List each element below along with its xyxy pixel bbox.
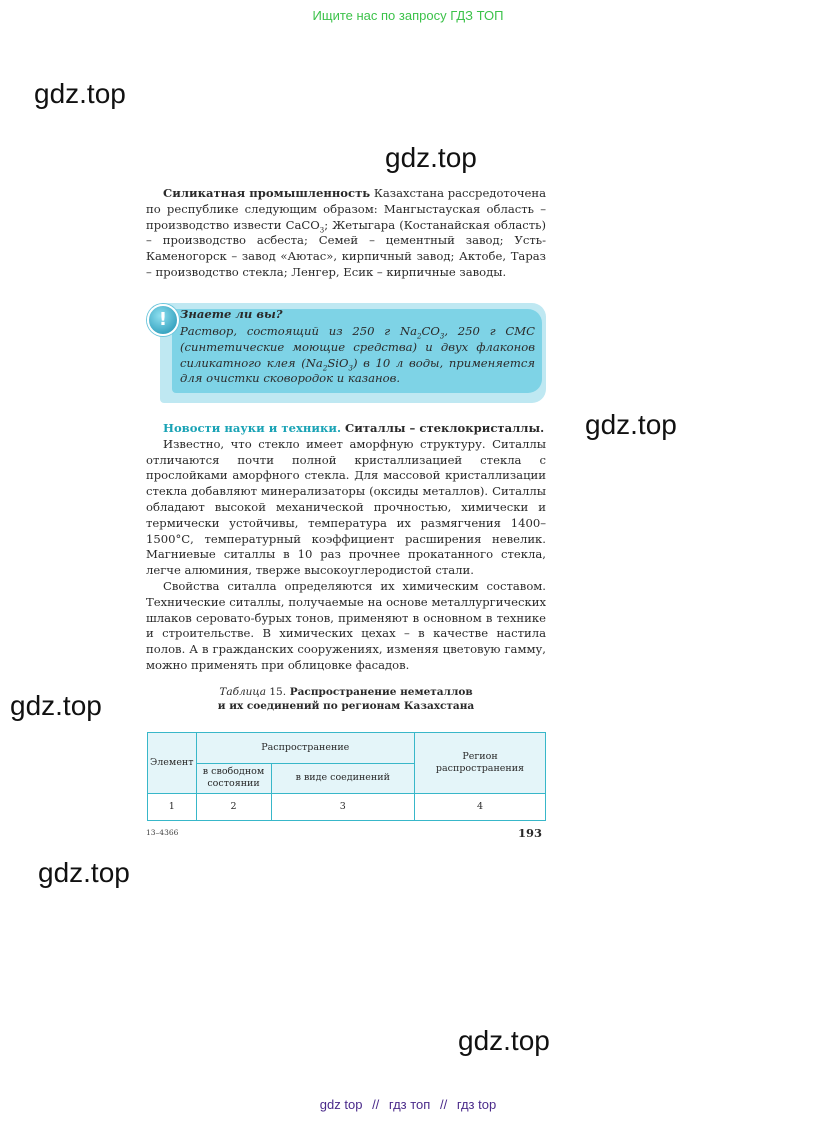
header-free: в свободном состоянии xyxy=(196,763,271,794)
watermark: gdz.top xyxy=(34,78,126,109)
page-number: 193 xyxy=(518,826,543,840)
bottom-link[interactable]: gdz top xyxy=(319,1097,363,1112)
watermark: gdz.top xyxy=(38,857,130,888)
silicate-paragraph xyxy=(146,186,546,281)
header-spread: Распространение xyxy=(196,733,414,764)
table-cell: 3 xyxy=(271,794,414,821)
news-paragraph-1: Известно, что стекло имеет аморфную структуру. Ситаллы отличаются почти полной кристаллизацией стекла с прослойками аморфного стекла. Для массовой кристаллизации стекла добавляют минерализаторы (оксиды металлов). Ситаллы обладают высокой механической прочностью, химически и термически устойчивы, температура их размягчения 1400–1500°С, температурный коэффициент расширения невелик. Магниевые ситаллы в 10 раз прочнее прокатанного стекла, легче алюминия, тверже высокоуглеродистой стали. xyxy=(146,436,546,578)
subscript: 3 xyxy=(439,332,445,341)
bottom-links xyxy=(0,1097,816,1112)
silicate-heading: Силикатная промышленность xyxy=(163,186,371,200)
print-code: 13–4366 xyxy=(146,828,179,837)
table-cell: 1 xyxy=(148,794,197,821)
separator: // xyxy=(372,1097,380,1112)
did-you-know-title: Знаете ли вы? xyxy=(180,307,283,321)
subscript: 2 xyxy=(322,363,328,372)
bottom-link[interactable]: гдз top xyxy=(456,1097,497,1112)
news-heading: Новости науки и техники. xyxy=(163,421,341,435)
text: Казахстана рассредоточена по республике следующим образом: Мангыстауская область – производство извести CaCO xyxy=(146,186,546,232)
text: , 250 г СМС (синтетические моющие средства) и двух флаконов силикатного клея (Na xyxy=(180,324,535,370)
watermark: gdz.top xyxy=(458,1025,550,1056)
table-caption xyxy=(146,685,546,713)
news-paragraph-2: Свойства ситалла определяются их химическим составом. Технические ситаллы, получаемые на основе металлургических шлаков серовато-бурых тонов, применяют в основном в технике и строительстве. В химических цехах – в качестве настила полов. А в гражданских сооружениях, изменяя цветовую гамму, можно применять при облицовке фасадов. xyxy=(146,578,546,672)
caption-number: 15. xyxy=(266,686,287,698)
watermark: gdz.top xyxy=(585,409,677,440)
watermark: gdz.top xyxy=(385,142,477,173)
bottom-link[interactable]: гдз топ xyxy=(388,1097,431,1112)
table-cell: 2 xyxy=(196,794,271,821)
text: ) в 10 л воды, применяется для очистки сковородок и казанов. xyxy=(180,355,536,386)
table-row xyxy=(148,794,546,821)
subscript: 3 xyxy=(348,363,353,372)
text: Раствор, состоящий из 250 г Na xyxy=(180,324,417,338)
caption-label: Таблица xyxy=(219,686,267,698)
text: CO xyxy=(421,324,440,338)
header-region: Регион распространения xyxy=(415,733,546,794)
text: ; Жетыгара (Костанайская область) – производство асбеста; Семей – цементный завод; Усть-Каменогорск – завод «Аютас», кирпичный завод; Актобе, Тараз – производство стекла; Ленгер, Есик – кирпичные заводы. xyxy=(146,217,546,279)
text: SiO xyxy=(327,355,349,370)
distribution-table xyxy=(147,732,546,821)
caption-title-2: и их соединений по регионам Казахстана xyxy=(217,700,475,712)
news-section xyxy=(146,421,546,674)
separator: // xyxy=(439,1097,448,1112)
top-banner[interactable]: Ищите нас по запросу ГДЗ ТОП xyxy=(312,8,504,23)
table-cell: 4 xyxy=(415,794,546,821)
watermark: gdz.top xyxy=(10,690,102,721)
subscript: 2 xyxy=(417,332,422,341)
header-compound: в виде соединений xyxy=(271,763,414,794)
subscript: 3 xyxy=(319,225,325,234)
exclamation-icon: ! xyxy=(147,304,179,336)
sitall-heading: Ситаллы – стеклокристаллы. xyxy=(340,421,545,435)
table-header-row xyxy=(148,733,546,764)
caption-title-1: Распространение неметаллов xyxy=(286,686,473,698)
header-element: Элемент xyxy=(148,733,197,794)
did-you-know-text xyxy=(180,324,535,387)
